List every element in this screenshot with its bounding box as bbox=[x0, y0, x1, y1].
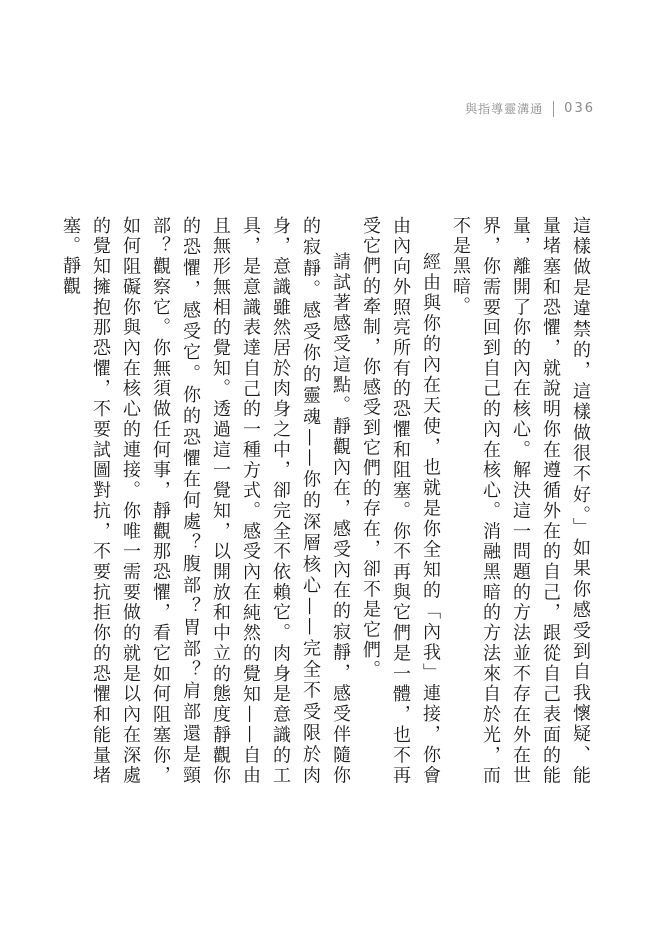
vertical-text-body bbox=[60, 216, 595, 786]
paragraph-1: 這樣做是違禁的，這樣做很不好。」如果你感受到自我懷疑、能量堵塞和恐懼，就說明你在遵循外在的自己，跟從自己表面的能量，離開了你的內在核心。解決這一問題的方法並不存在外在世界，你需要回到自己的內在核心。消融黑暗的方法來自於光，而不是黑暗。 bbox=[450, 216, 591, 786]
book-title: 與指導靈溝通 bbox=[465, 102, 544, 116]
running-header bbox=[465, 100, 595, 117]
header-divider bbox=[553, 101, 554, 117]
paragraph-3: 請試著感受這點。靜觀內在，感受內在的寂靜，感受伴隨你的寂靜。感受你的靈魂——你的深層核心——完全不受限於肉身，意識雖然居於肉身之中，卻完全不依賴它。肉身是意識的工具，是意識表達自己的一種方式。感受內在純然的覺知——自由且無形無相的覺知。透過這一覺知，以開放和中立的態度靜觀你的恐懼，感受它。你的恐懼在何處？腹部？胃部？肩部還是頸部？觀察它。你無須做任何事，靜觀那恐懼，看它如何阻塞你，如何阻礙你與內在核心的連接。你唯一需要做的就是以內在深處的覺知擁抱那恐懼，不要試圖對抗，不要抗拒你的恐懼和能量堵塞。靜觀 bbox=[60, 216, 351, 786]
paragraph-2: 經由與你的內在天使，也就是你全知的「內我」連接，你會由內向外照亮所有的恐懼和阻塞。你不再與它們是一體，也不再受它們的牽制，你感受到它們的存在，卻不是它們。 bbox=[360, 216, 441, 786]
page-number: 036 bbox=[564, 101, 595, 116]
